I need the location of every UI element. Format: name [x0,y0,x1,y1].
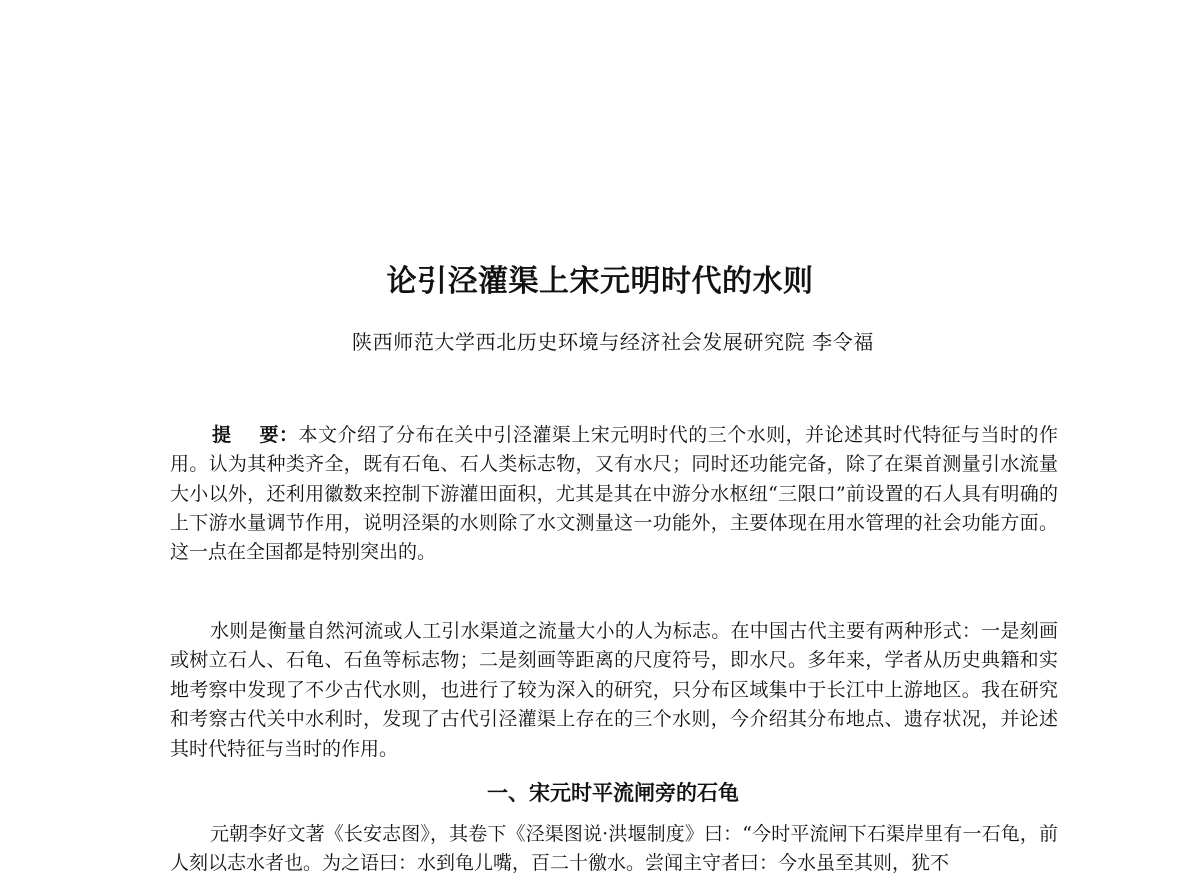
article-title: 论引泾灌渠上宋元明时代的水则 [386,264,814,299]
intro-paragraph: 水则是衡量自然河流或人工引水渠道之流量大小的人为标志。在中国古代主要有两种形式：一是刻画或树立石人、石龟、石鱼等标志物；二是刻画等距离的尺度符号，即水尺。多年来，学者从历史典籍和实地考察中发现了不少古代水则，也进行了较为深入的研究，只分布区域集中于长江中上游地区。我在研究和考察古代关中水利时，发现了古代引泾灌渠上存在的三个水则，今介绍其分布地点、遗存状况，并论述其时代特征与当时的作用。 [170,620,1058,760]
abstract-label-char2: 要 [259,424,279,446]
abstract-label-colon: ： [279,424,299,446]
section-paragraph: 元朝李好文著《长安志图》，其卷下《泾渠图说·洪堰制度》曰：“今时平流闸下石渠岸里有一石龟，前人刻以志水者也。为之语曰：水到龟儿嘴，百二十徼水。尝闻主守者曰：今水虽至其则，犹不 [170,823,1058,875]
abstract-paragraph [170,421,1058,567]
section-heading: 一、宋元时平流闸旁的石龟 [487,781,739,805]
author-affiliation-line: 陕西师范大学西北历史环境与经济社会发展研究院 李令福 [352,330,874,354]
abstract-text: 本文介绍了分布在关中引泾灌渠上宋元明时代的三个水则，并论述其时代特征与当时的作用。认为其种类齐全，既有石龟、石人类标志物，又有水尺；同时还功能完备，除了在渠首测量引水流量大小以外，还利用徽数来控制下游灌田面积，尤其是其在中游分水枢纽“三限口”前设置的石人具有明确的上下游水量调节作用，说明泾渠的水则除了水文测量这一功能外，主要体现在用水管理的社会功能方面。这一点在全国都是特别突出的。 [170,424,1058,564]
abstract-label [212,424,299,446]
abstract-label-char1: 提 [212,424,232,446]
